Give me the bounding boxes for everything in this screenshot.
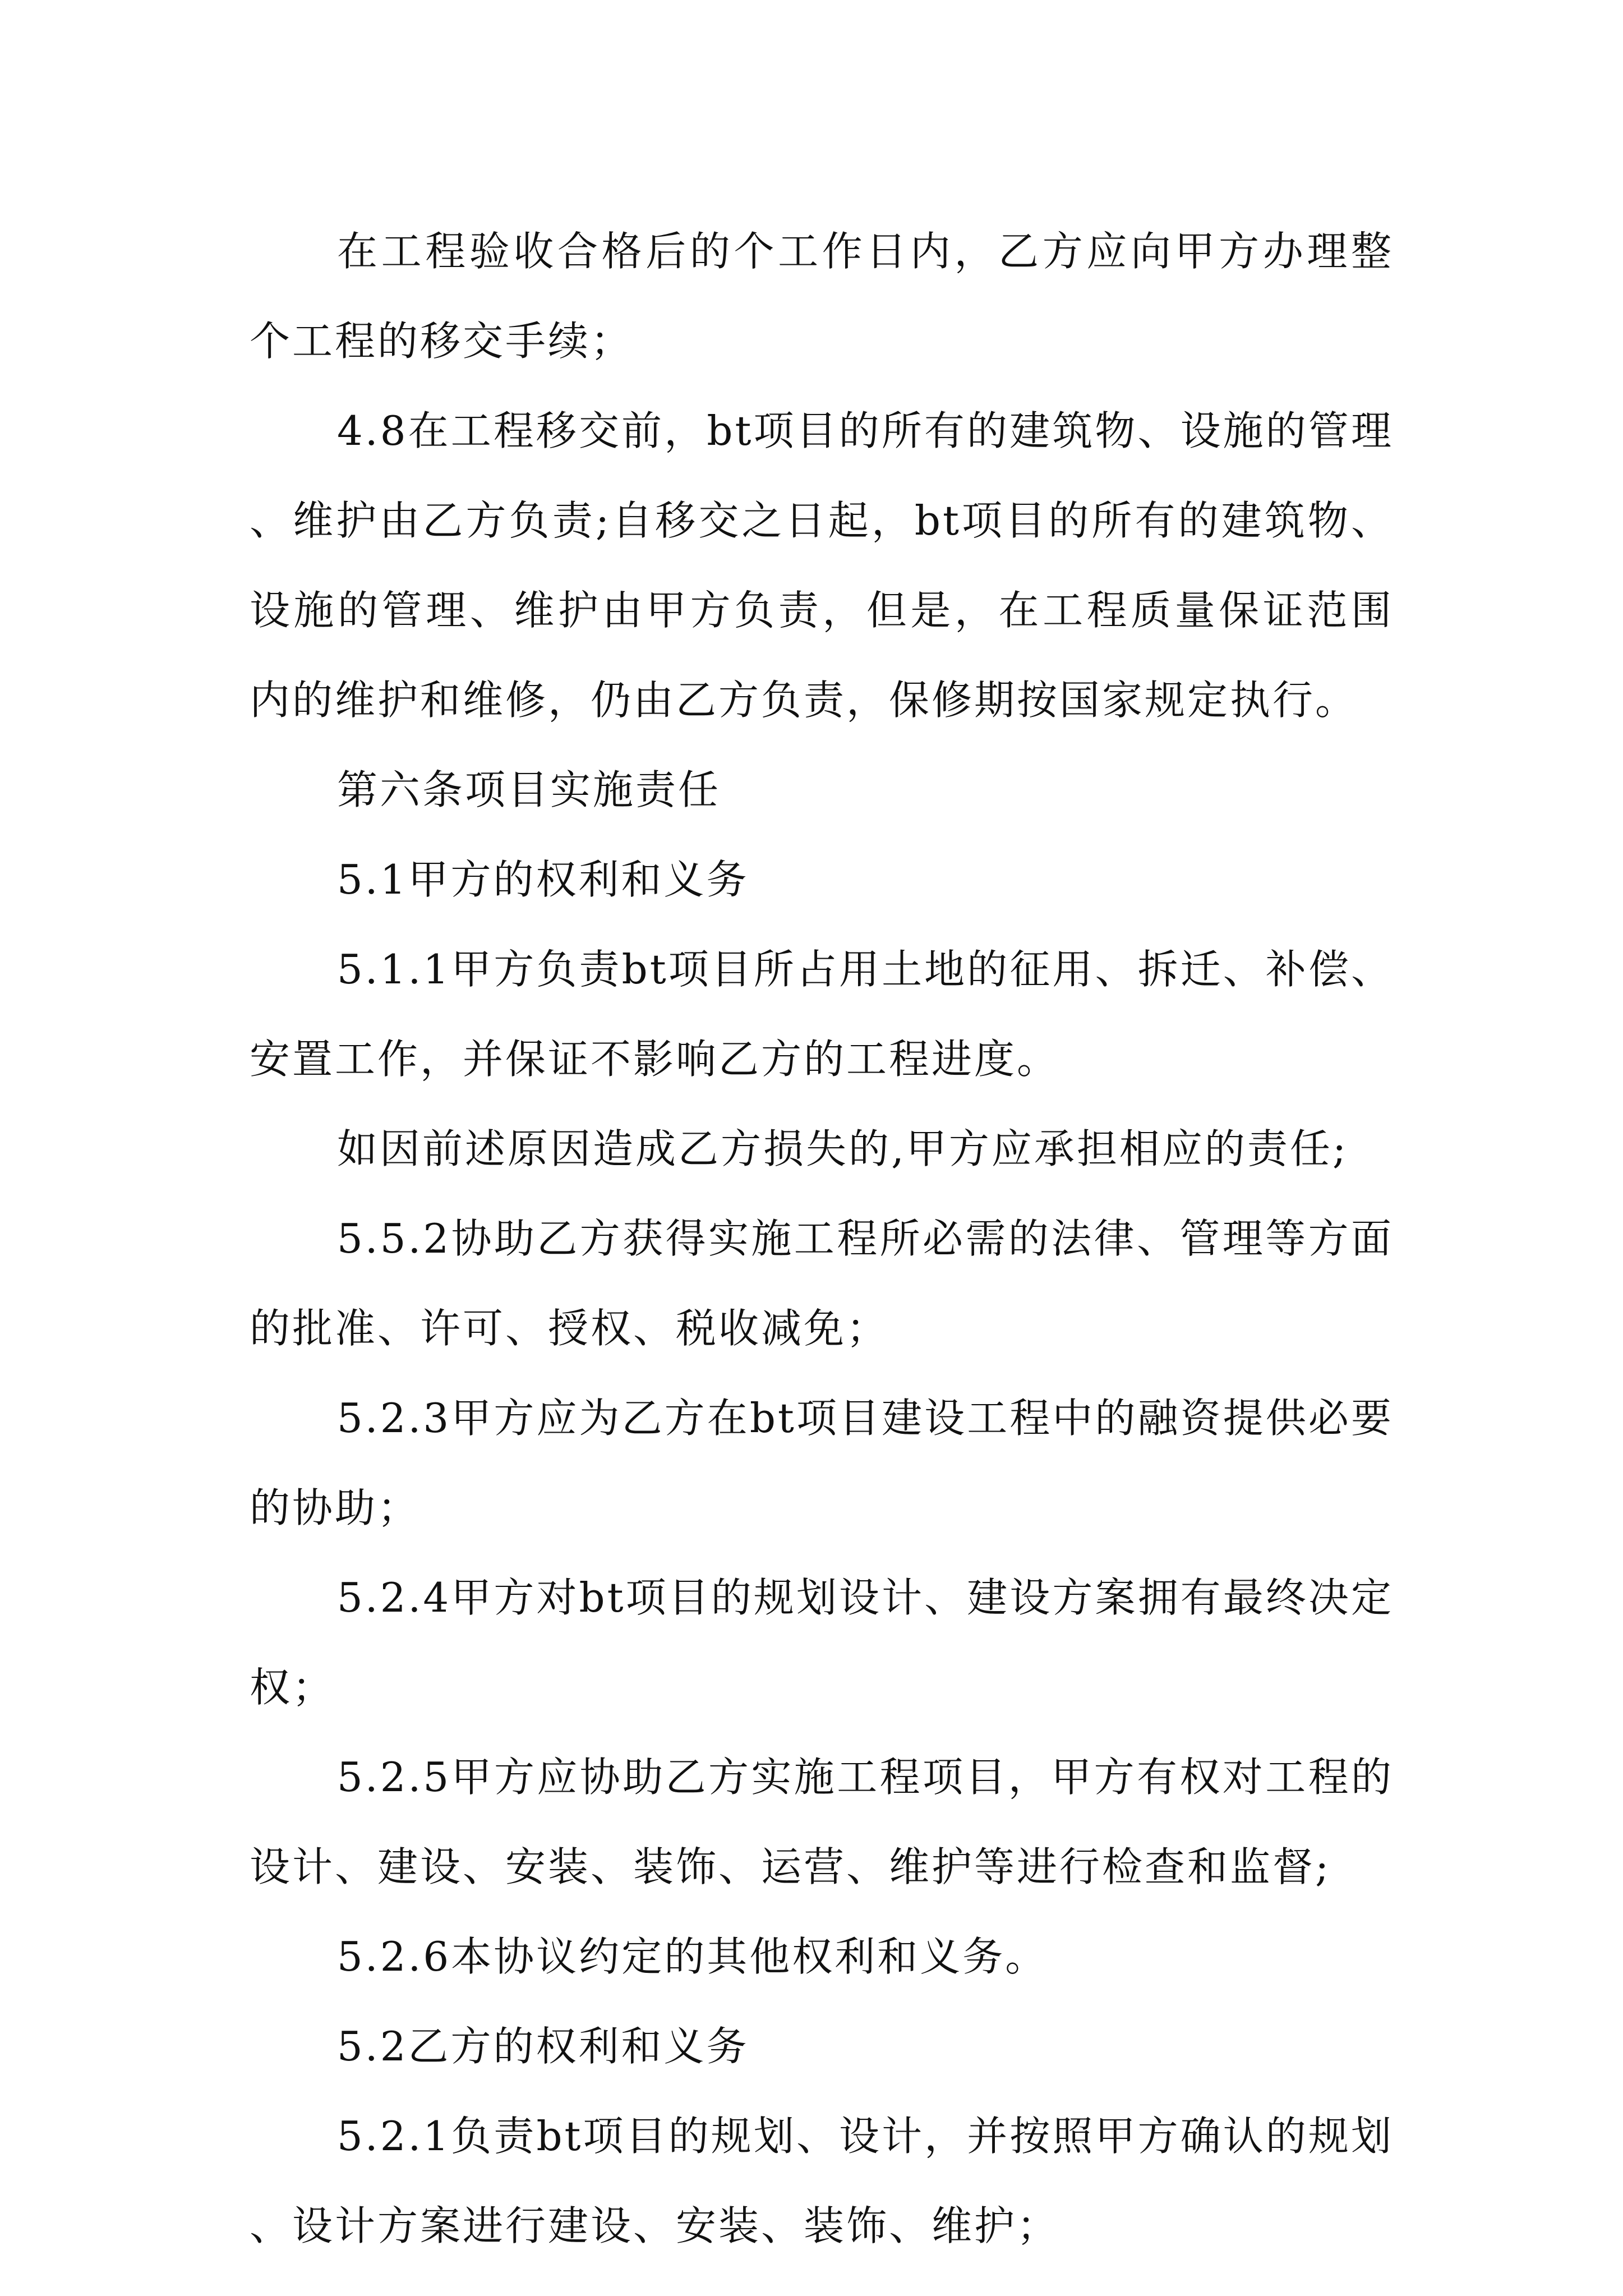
paragraph-5-5-2: 5.5.2协助乙方获得实施工程所必需的法律、管理等方面的批准、许可、授权、税收减免；	[250, 1215, 1394, 1352]
paragraph-5-2-6: 5.2.6本协议约定的其他权利和义务。	[337, 1933, 1048, 1980]
paragraph-5-1-1: 5.1.1甲方负责bt项目所占用土地的征用、拆迁、补偿、安置工作，并保证不影响乙方的工程进度。	[250, 946, 1394, 1083]
paragraph-4-8-maintenance: 4.8在工程移交前，bt项目的所有的建筑物、设施的管理、维护由乙方负责;自移交之日起，bt项目的所有的建筑物、设施的管理、维护由甲方负责，但是，在工程质量保证范围内的维护和维修，仍由乙方负责，保修期按国家规定执行。	[250, 407, 1394, 724]
article-6-heading: 第六条项目实施责任	[337, 766, 721, 813]
document-body	[250, 206, 1394, 2271]
paragraph-5-2-1: 5.2.1负责bt项目的规划、设计，并按照甲方确认的规划、设计方案进行建设、安装、装饰、维护；	[250, 2113, 1394, 2249]
section-5-1-heading: 5.1甲方的权利和义务	[337, 856, 749, 903]
paragraph-5-2-3: 5.2.3甲方应为乙方在bt项目建设工程中的融资提供必要的协助；	[250, 1395, 1394, 1531]
paragraph-handover-deadline: 在工程验收合格后的个工作日内，乙方应向甲方办理整个工程的移交手续；	[250, 228, 1394, 365]
paragraph-5-2-5: 5.2.5甲方应协助乙方实施工程项目，甲方有权对工程的设计、建设、安装、装饰、运营、维护等进行检查和监督;	[250, 1754, 1394, 1890]
section-5-2-heading: 5.2乙方的权利和义务	[337, 2023, 749, 2070]
paragraph-liability: 如因前述原因造成乙方损失的,甲方应承担相应的责任;	[337, 1125, 1349, 1172]
paragraph-5-2-4: 5.2.4甲方对bt项目的规划设计、建设方案拥有最终决定权；	[250, 1574, 1394, 1711]
